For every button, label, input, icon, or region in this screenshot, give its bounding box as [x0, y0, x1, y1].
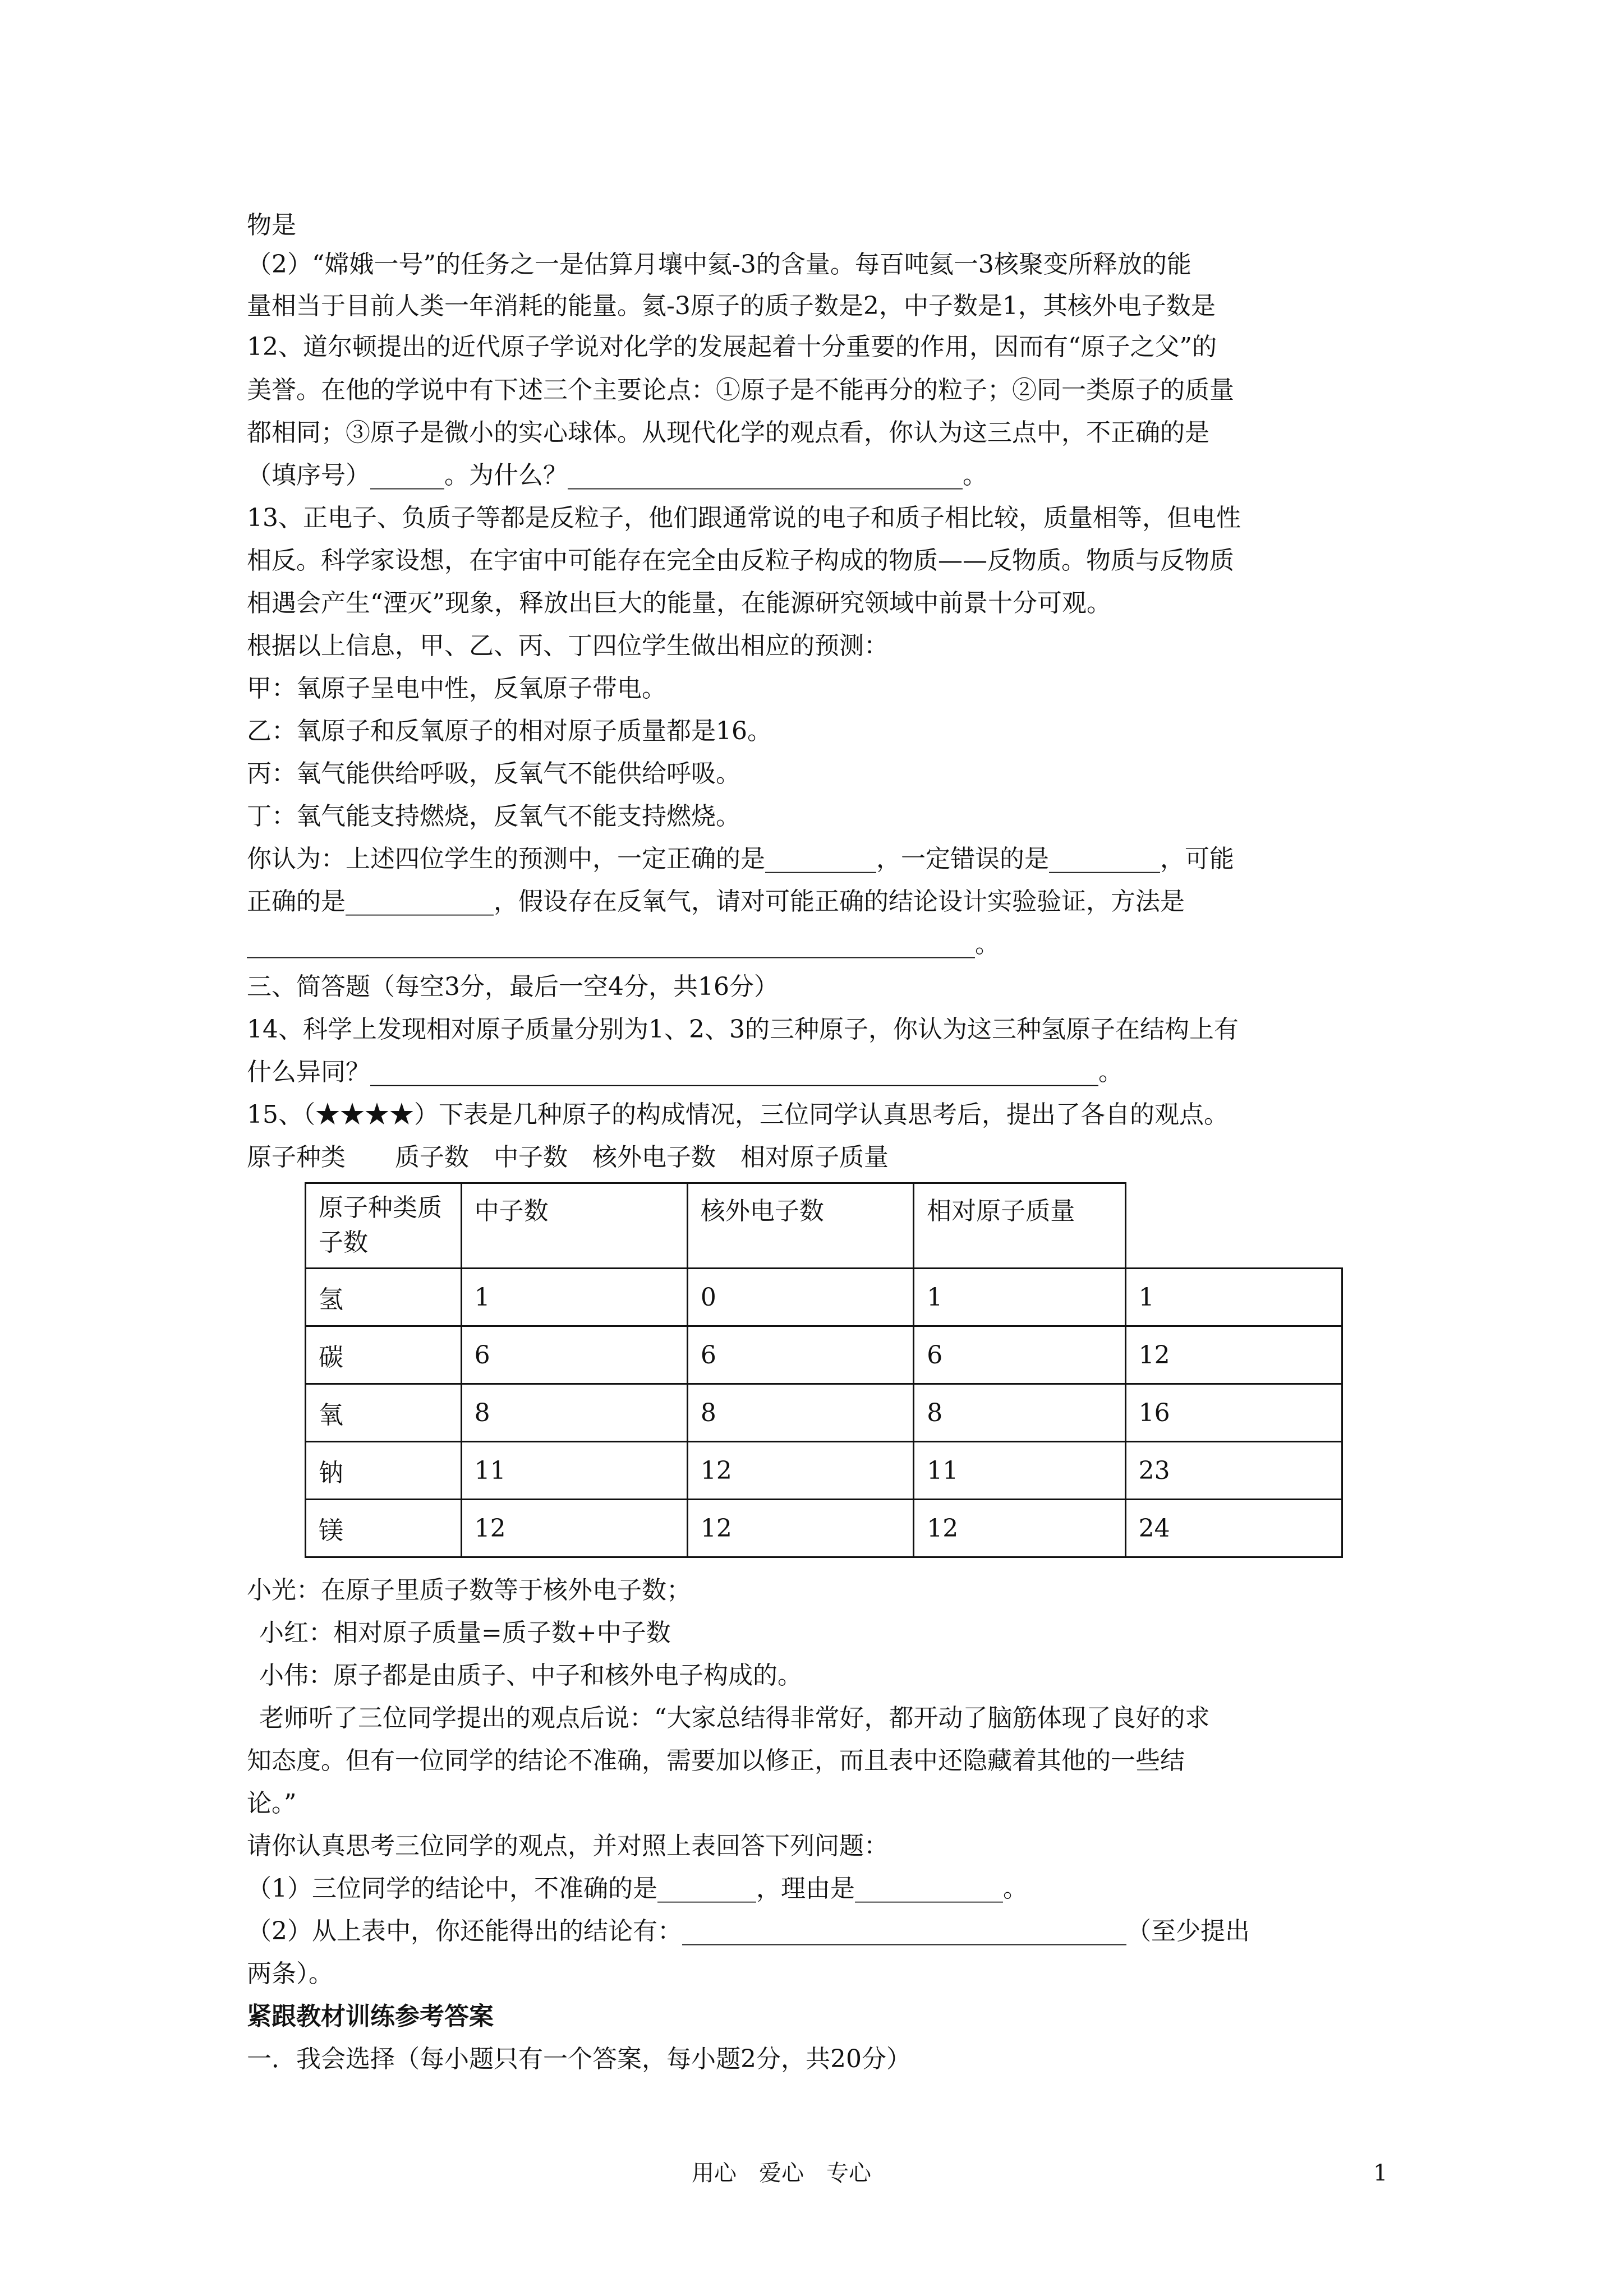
- text-line: 老师听了三位同学提出的观点后说：“大家总结得非常好，都开动了脑筋体现了良好的求: [259, 1704, 1210, 1732]
- text-line: 12、道尔顿提出的近代原子学说对化学的发展起着十分重要的作用，因而有“原子之父”的: [247, 333, 1217, 361]
- text-line: （1）三位同学的结论中，不准确的是________，理由是____________。: [247, 1874, 1028, 1903]
- text-line: 什么异同？___________________________________________________________。: [247, 1058, 1123, 1086]
- text-line: （2）从上表中，你还能得出的结论有：____________________________________（至少提出: [247, 1917, 1250, 1945]
- table-cell: 12: [1125, 1326, 1342, 1384]
- text-line: 根据以上信息，甲、乙、丙、丁四位学生做出相应的预测：: [247, 631, 889, 660]
- text-line: 美誉。在他的学说中有下述三个主要论点：①原子是不能再分的粒子；②同一类原子的质量: [247, 376, 1234, 404]
- text-line: 论。”: [247, 1789, 297, 1818]
- table-cell: 12: [461, 1500, 687, 1557]
- text-line: 都相同；③原子是微小的实心球体。从现代化学的观点看，你认为这三点中，不正确的是: [247, 418, 1209, 447]
- table-header-cell: 中子数: [461, 1183, 687, 1269]
- table-header-cell: 核外电子数: [687, 1183, 913, 1269]
- table-cell: 23: [1125, 1442, 1342, 1500]
- table-cell: 钠: [306, 1442, 462, 1500]
- table-row: [306, 1269, 1342, 1326]
- text-line: 乙：氧原子和反氧原子的相对原子质量都是16。: [247, 717, 772, 745]
- text-line: （2）“嫦娥一号”的任务之一是估算月壤中氦-3的含量。每百吨氦一3核聚变所释放的能: [247, 250, 1191, 279]
- answer-heading: 紧跟教材训练参考答案: [247, 2002, 494, 2031]
- table-cell: 16: [1125, 1384, 1342, 1442]
- table-cell: 镁: [306, 1500, 462, 1557]
- table-row: [306, 1500, 1342, 1557]
- table-cell: 8: [461, 1384, 687, 1442]
- table-cell: 6: [461, 1326, 687, 1384]
- section-heading: 一．我会选择（每小题只有一个答案，每小题2分，共20分）: [247, 2045, 911, 2073]
- table-row: [306, 1326, 1342, 1384]
- text-line: 小红：相对原子质量=质子数+中子数: [259, 1619, 671, 1647]
- table-header-row: [306, 1183, 1342, 1269]
- footer-motto: 用心 爱心 专心: [692, 2160, 871, 2186]
- table-cell: 6: [914, 1326, 1125, 1384]
- text-line: （填序号）______。为什么？________________________________。: [247, 461, 987, 490]
- text-line: 13、正电子、负质子等都是反粒子，他们跟通常说的电子和质子相比较，质量相等，但电性: [247, 504, 1241, 532]
- text-line: 量相当于目前人类一年消耗的能量。氦-3原子的质子数是2，中子数是1，其核外电子数是: [247, 292, 1216, 320]
- text-line: 甲：氧原子呈电中性，反氧原子带电。: [247, 674, 666, 703]
- table-cell: 1: [914, 1269, 1125, 1326]
- text-line: 小光：在原子里质子数等于核外电子数；: [247, 1576, 691, 1605]
- text-line: 原子种类 质子数 中子数 核外电子数 相对原子质量: [247, 1143, 889, 1172]
- table-cell: 碳: [306, 1326, 462, 1384]
- table-cell: 1: [1125, 1269, 1342, 1326]
- text-line: 丙：氧气能供给呼吸，反氧气不能供给呼吸。: [247, 759, 740, 788]
- text-line: 两条）。: [247, 1960, 333, 1988]
- table-cell: 12: [687, 1500, 913, 1557]
- table-cell: 24: [1125, 1500, 1342, 1557]
- table-cell: 12: [687, 1442, 913, 1500]
- text-line: ___________________________________________________________。: [247, 930, 1000, 958]
- table-header-cell: 相对原子质量: [914, 1183, 1125, 1269]
- table-cell: 8: [687, 1384, 913, 1442]
- text-line: 14、科学上发现相对原子质量分别为1、2、3的三种原子，你认为这三种氢原子在结构上有: [247, 1015, 1239, 1044]
- table-row: [306, 1442, 1342, 1500]
- text-line: 物是: [247, 211, 296, 239]
- table-cell: 11: [461, 1442, 687, 1500]
- table-cell: 6: [687, 1326, 913, 1384]
- text-line: 15、（★★★★）下表是几种原子的构成情况，三位同学认真思考后，提出了各自的观点。: [247, 1100, 1229, 1129]
- atom-table: [305, 1182, 1343, 1558]
- table-cell: 0: [687, 1269, 913, 1326]
- text-line: 相遇会产生“湮灭”现象，释放出巨大的能量，在能源研究领域中前景十分可观。: [247, 589, 1111, 617]
- table-cell: 1: [461, 1269, 687, 1326]
- table-header-cell: 原子种类质子数: [306, 1183, 462, 1269]
- text-line: 小伟：原子都是由质子、中子和核外电子构成的。: [259, 1661, 802, 1690]
- table-empty-cell: [1125, 1183, 1342, 1269]
- table-cell: 氧: [306, 1384, 462, 1442]
- text-line: 请你认真思考三位同学的观点，并对照上表回答下列问题：: [247, 1832, 889, 1860]
- text-line: 正确的是____________，假设存在反氧气，请对可能正确的结论设计实验验证，方法是: [247, 887, 1185, 916]
- text-line: 相反。科学家设想，在宇宙中可能存在完全由反粒子构成的物质——反物质。物质与反物质: [247, 546, 1234, 575]
- text-line: 丁：氧气能支持燃烧，反氧气不能支持燃烧。: [247, 802, 740, 831]
- table-cell: 12: [914, 1500, 1125, 1557]
- table-cell: 11: [914, 1442, 1125, 1500]
- text-line: 知态度。但有一位同学的结论不准确，需要加以修正，而且表中还隐藏着其他的一些结: [247, 1746, 1185, 1775]
- page-number: 1: [1373, 2160, 1388, 2186]
- table-row: [306, 1384, 1342, 1442]
- table-cell: 氢: [306, 1269, 462, 1326]
- text-line: 你认为：上述四位学生的预测中，一定正确的是_________，一定错误的是_________，可能: [247, 845, 1234, 873]
- table-cell: 8: [914, 1384, 1125, 1442]
- section-heading: 三、简答题（每空3分，最后一空4分，共16分）: [247, 972, 779, 1001]
